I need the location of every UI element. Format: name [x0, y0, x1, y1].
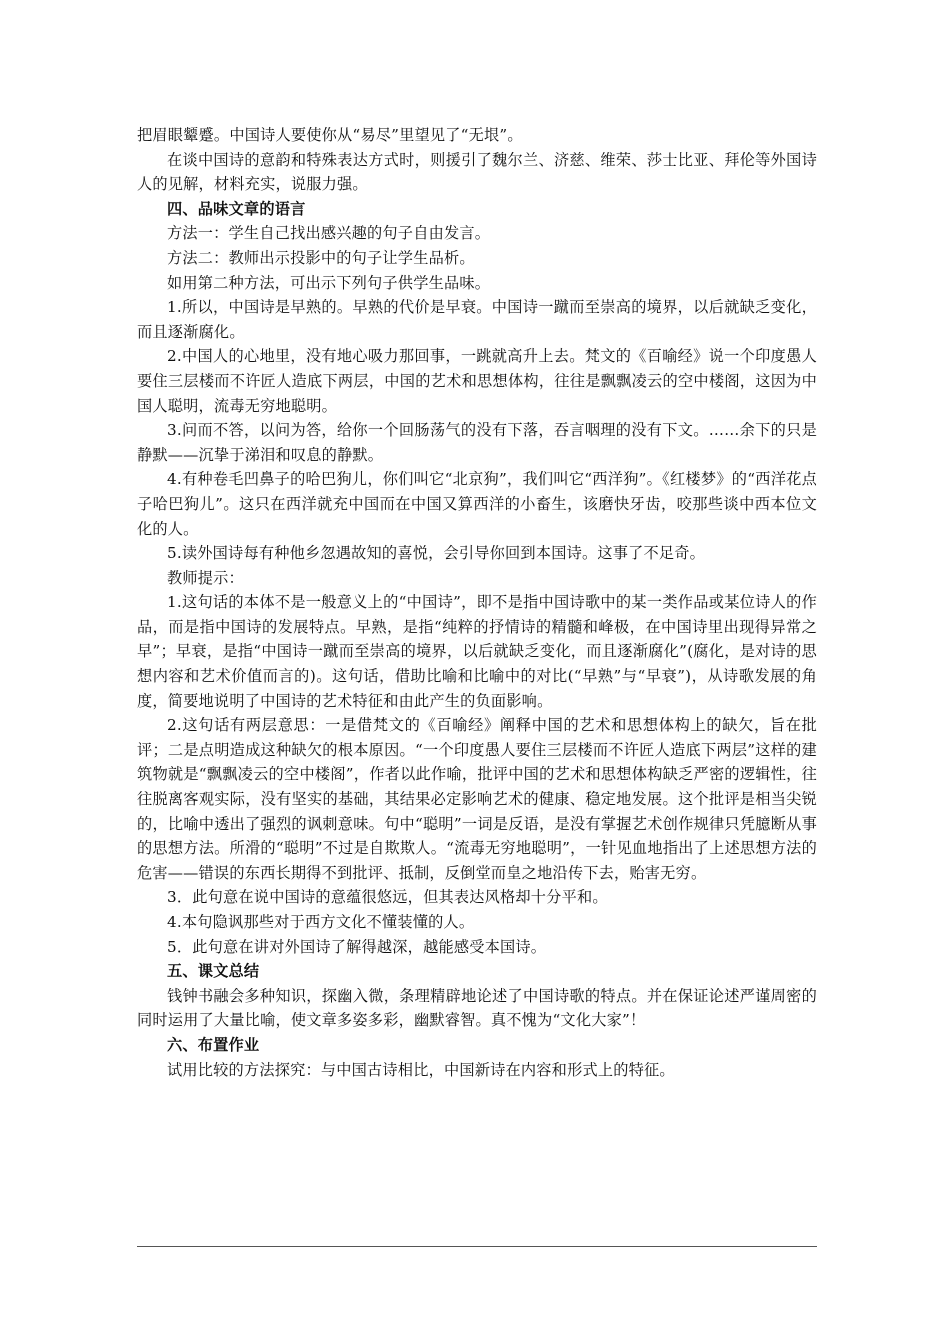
- paragraph-method-2: 方法二：教师出示投影中的句子让学生品析。: [167, 248, 475, 267]
- teacher-hint-label: 教师提示：: [167, 568, 244, 587]
- section-heading-5: 五、课文总结: [167, 962, 260, 981]
- paragraph-method-intro: 如用第二种方法，可出示下列句子供学生品味。: [167, 273, 491, 292]
- hint-2: 2.这句话有两层意思：一是借梵文的《百喻经》阐释中国的艺术和思想体构上的缺欠，旨在批评；二是点明造成这种缺欠的根本原因。“一个印度愚人要住三层楼而不许匠人造底下两层”这样的建筑物就是“飘飘凌云的空中楼阁”，作者以此作喻，批评中国的艺术和思想体构缺乏严密的逻辑性，往往脱离客观实际，没有坚实的基础，其结果必定影响艺术的健康、稳定地发展。这个批评是相当尖锐的，比喻中透出了强烈的讽刺意味。句中“聪明”一词是反语，是没有掌握艺术创作规律只凭臆断从事的思想方法。所滑的“聪明”不过是自欺欺人。“流毒无穷地聪明”，一针见血地指出了上述思想方法的危害——错误的东西长期得不到批评、抵制，反倒堂而皇之地沿传下去，贻害无穷。: [137, 716, 817, 882]
- paragraph-foreign-poets: 在谈中国诗的意韵和特殊表达方式时，则援引了魏尔兰、济慈、维荣、莎士比亚、拜伦等外国诗人的见解，材料充实，说服力强。: [137, 150, 817, 194]
- section-heading-4: 四、品味文章的语言: [167, 199, 306, 218]
- sentence-3: 3.问而不答，以问为答，给你一个回肠荡气的没有下落，吞言咽理的没有下文。……余下的只是静默——沉挚于涕泪和叹息的静默。: [137, 421, 817, 464]
- sentence-2: 2.中国人的心地里，没有地心吸力那回事，一跳就高升上去。梵文的《百喻经》说一个印度愚人要住三层楼而不许匠人造底下两层，中国的艺术和思想体构，往往是飘飘凌云的空中楼阁，这因为中国人聪明，流毒无穷地聪明。: [137, 347, 817, 415]
- paragraph-continuation: 把眉眼颦蹙。中国诗人要使你从“易尽”里望见了“无垠”。: [137, 126, 523, 144]
- hint-4: 4.本句隐讽那些对于西方文化不懂装懂的人。: [167, 913, 475, 931]
- sentence-1: 1.所以，中国诗是早熟的。早熟的代价是早衰。中国诗一蹴而至崇高的境界，以后就缺乏变化，而且逐渐腐化。: [137, 298, 817, 341]
- hint-3: 3．此句意在说中国诗的意蕴很悠远，但其表达风格却十分平和。: [167, 888, 608, 907]
- paragraph-method-1: 方法一：学生自己找出感兴趣的句子自由发言。: [167, 224, 491, 243]
- hint-5: 5．此句意在讲对外国诗了解得越深，越能感受本国诗。: [167, 937, 547, 956]
- hint-1: 1.这句话的本体不是一般意义上的“中国诗”，即不是指中国诗歌中的某一类作品或某位诗人的作品，而是指中国诗的发展特点。早熟，是指“纯粹的抒情诗的精髓和峰极，在中国诗里出现得异常之早”；早衰，是指“中国诗一蹴而至崇高的境界，以后就缺乏变化，而且逐渐腐化”(腐化，是对诗的思想内容和艺术价值而言的)。这句话，借助比喻和比喻中的对比(“早熟”与“早衰”)，从诗歌发展的角度，简要地说明了中国诗的艺术特征和由此产生的负面影响。: [137, 593, 817, 710]
- footer-rule: [137, 1246, 817, 1247]
- sentence-4: 4.有种卷毛凹鼻子的哈巴狗儿，你们叫它“北京狗”，我们叫它“西洋狗”。《红楼梦》的“西洋花点子哈巴狗儿”。这只在西洋就充中国而在中国又算西洋的小畜生，该磨快牙齿，咬那些谈中西本位文化的人。: [137, 470, 817, 538]
- sentence-5: 5.读外国诗每有种他乡忽遇故知的喜悦，会引导你回到本国诗。这事了不足奇。: [167, 544, 706, 563]
- paragraph-homework: 试用比较的方法探究：与中国古诗相比，中国新诗在内容和形式上的特征。: [167, 1060, 675, 1079]
- section-heading-6: 六、布置作业: [167, 1035, 260, 1054]
- paragraph-summary: 钱钟书融会多种知识，探幽入微，条理精辟地论述了中国诗歌的特点。并在保证论述严谨周密的同时运用了大量比喻，使文章多姿多彩，幽默睿智。真不愧为“文化大家”！: [137, 986, 817, 1030]
- document-body: [137, 123, 817, 1082]
